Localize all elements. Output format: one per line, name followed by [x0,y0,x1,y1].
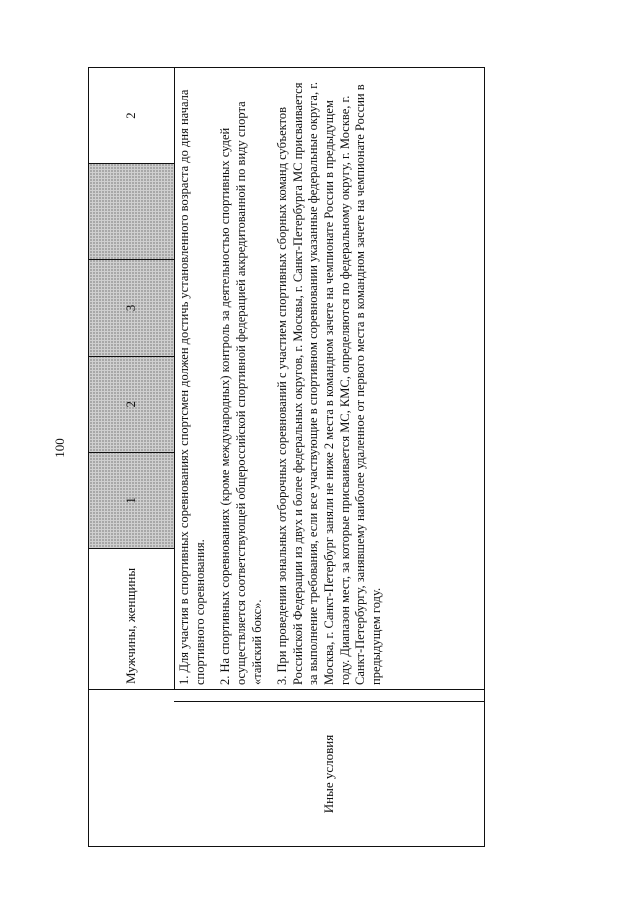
place-cell: 2 [89,68,175,164]
condition-item: 2. На спортивных соревнованиях (кроме международных) контроль за деятельностью спортивных судей осуществляется соответствующей общероссийской спортивной федерацией аккредитованной по виду спорта «тайский бокс». [218,101,264,685]
place-cell: 3 [89,260,175,356]
place-cell [89,164,175,260]
table-rotator [88,0,508,905]
place-cell: 1 [89,452,175,548]
table-row [89,68,175,847]
condition-item: 1. Для участия в спортивных соревнованиях спортсмен должен достичь установленного возраста до дня начала спортивного соревнования. [177,89,207,685]
page-number: 100 [52,438,67,458]
gender-cell: Мужчины, женщины [89,549,175,690]
qualification-table [88,67,488,847]
other-conditions-label: Иные условия [174,701,485,847]
place-cell: 2 [89,356,175,452]
condition-item: 3. При проведении зональных отборочных соревнований с участием спортивных сборных команд субъектов Российской Федерации из двух и более федеральных округов, г. Москвы, г. Санкт-Петербурга МС присваивается за выполнение требования, если все участвующие в спортивном соревновании указанные федеральные округа, г. Москва, г. Санкт-Петербург заняли не ниже 2 места в командном зачете на чемпионате России в предыдущем году. Диапазон мест, за которые присваивается МС, КМС, определяются по федеральному округу, г. Москве, г. Санкт-Петербургу, занявшему наиболее удаленное от первого места в командном зачете на чемпионате России в предыдущем году. [275,81,383,685]
conditions-cell [175,68,485,690]
